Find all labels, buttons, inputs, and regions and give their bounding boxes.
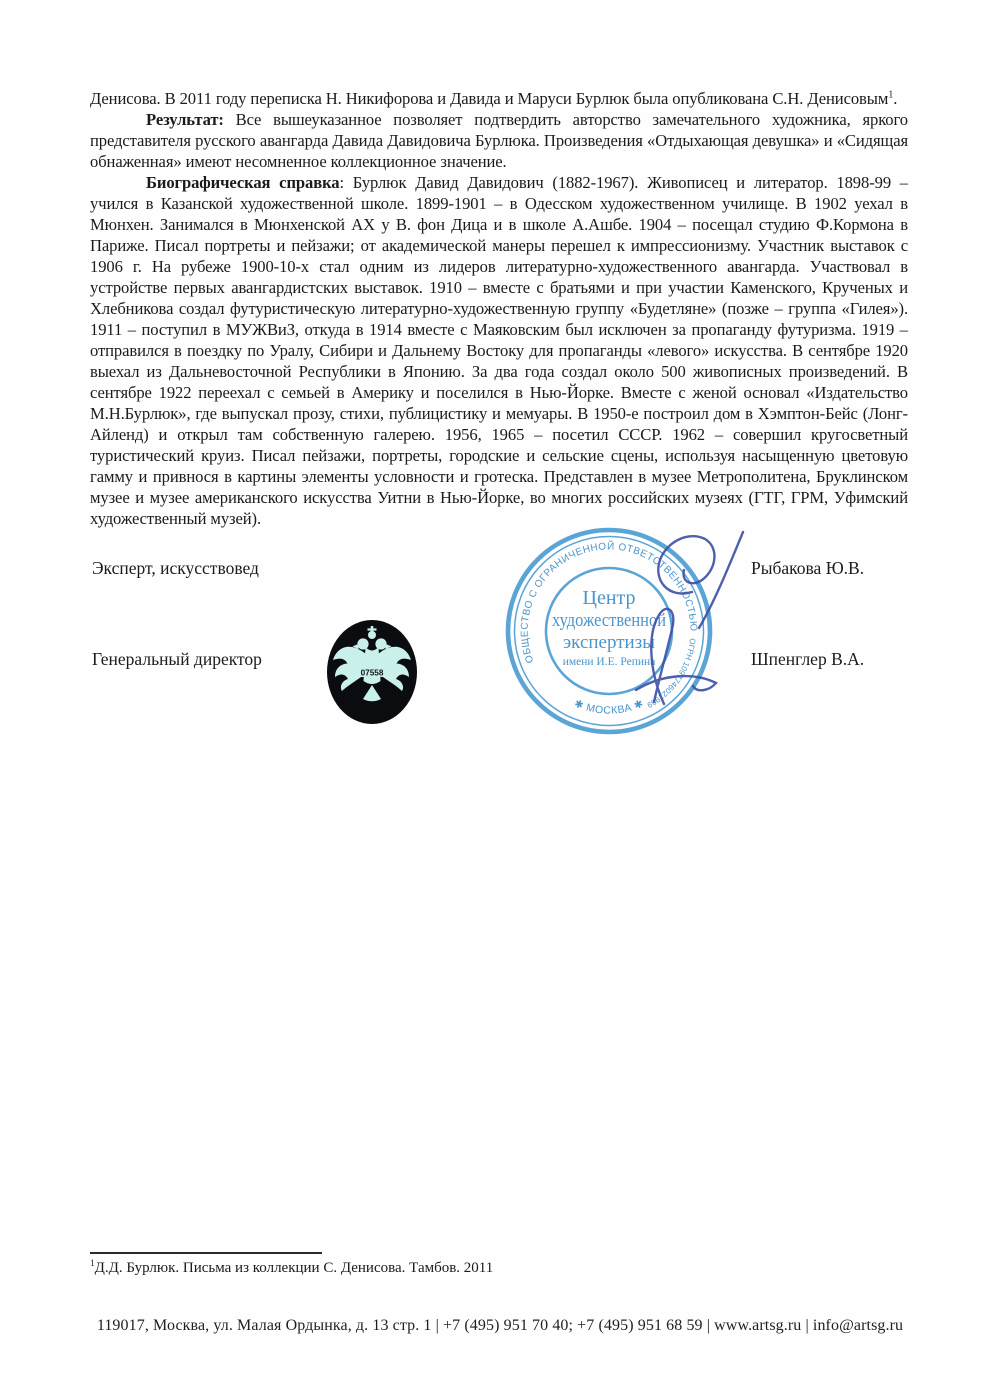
seal-ring-ogrn-text: ОГРН 1097746021969 bbox=[645, 637, 698, 710]
seal-center-line3: экспертизы bbox=[563, 632, 655, 653]
document-body bbox=[90, 88, 908, 529]
footnote-marker: 1 bbox=[90, 1259, 95, 1269]
expert-name-label: Рыбакова Ю.В. bbox=[751, 558, 865, 578]
seal-center-line2: художественной bbox=[552, 610, 666, 631]
seal-ring-top-text: ОБЩЕСТВО С ОГРАНИЧЕННОЙ ОТВЕТСТВЕННОСТЬЮ bbox=[519, 541, 699, 665]
seal-ring-bottom-text: ✱ МОСКВА ✱ bbox=[572, 697, 646, 717]
seal-center-line1: Центр bbox=[582, 587, 636, 609]
director-signature bbox=[636, 609, 716, 704]
emblem-seal-number: 07558 bbox=[360, 668, 384, 678]
director-name-label: Шпенглер В.А. bbox=[751, 649, 865, 669]
expert-signature bbox=[658, 532, 743, 628]
footnote bbox=[90, 1260, 493, 1277]
footnote-divider bbox=[90, 1252, 322, 1254]
director-role-label: Генеральный директор bbox=[92, 649, 262, 669]
paragraph: Биографическая справка: Бурлюк Давид Давидович (1882-1967). Живописец и литератор. 1898-99 – учился в Казанской художественной школе. 1899-1901 – в Одесском художественном училище. В 1902 уехал в Мюнхен. Занимался в Мюнхенской АХ у В. фон Дица и в школе А.Ашбе. 1904 – посещал студию Ф.Кормона в Париже. Писал портреты и пейзажи; от академической манеры перешел к импрессионизму. Участник выставок с 1906 г. На рубеже 1900-10-х стал одним из лидеров литературно-художественного авангарда. Участвовал в устройстве первых авангардистских выставок. 1910 – вместе с братьями и при участии Каменского, Крученых и Хлебникова создал футуристическую литературно-художественную группу «Будетляне» (позже – группа «Гилея»). 1911 – поступил в МУЖВиЗ, откуда в 1914 вместе с Маяковским был исключен за пропаганду футуризма. 1919 – отправился в поездку по Уралу, Сибири и Дальнему Востоку для пропаганды «левого» искусства. В сентябре 1920 выехал из Дальневосточной Республики в Японию. За два года создал около 500 живописных произведений. В сентябре 1922 переехал с семьей в Америку и поселился в Нью-Йорке. Вместе с женой основал «Издательство М.Н.Бурлюк», где выпускал прозу, стихи, публицистику и мемуары. В 1950-е построил дом в Хэмптон-Бейс (Лонг-Айленд) и открыл там собственную галерею. 1956, 1965 – посетил СССР. 1962 – совершил кругосветный туристический круиз. Писал пейзажи, портреты, городские и сельские сцены, используя насыщенную цветовую гамму и привнося в картины элементы условности и гротеска. Представлен в музее Метрополитена, Бруклинском музее и музее американского искусства Уитни в Нью-Йорке, во многих российских музеях (ГТГ, ГРМ, Уфимский художественный музей). bbox=[90, 173, 908, 528]
signatures-overlay bbox=[596, 516, 796, 731]
paragraph: Денисова. В 2011 году переписка Н. Никифорова и Давида и Маруси Бурлюк была опубликована С.Н. Денисовым$^1$. bbox=[90, 89, 898, 108]
seal-center-line4: имени И.Е. Репина bbox=[562, 656, 656, 668]
expert-role-label: Эксперт, искусствовед bbox=[92, 558, 259, 578]
footer-contacts: 119017, Москва, ул. Малая Ордынка, д. 13 стр. 1 | +7 (495) 951 70 40; +7 (495) 951 68 59 | www.artsg.ru | info@artsg.ru bbox=[96, 1317, 904, 1334]
emblem-seal-eagle-icon bbox=[325, 617, 419, 727]
paragraph: Результат: Все вышеуказанное позволяет подтвердить авторство замечательного художника, яркого представителя русского авангарда Давида Давидовича Бурлюка. Произведения «Отдыхающая девушка» и «Сидящая обнаженная» имеют несомненное коллекционное значение. bbox=[90, 110, 908, 171]
footnote-text: Д.Д. Бурлюк. Письма из коллекции С. Денисова. Тамбов. 2011 bbox=[94, 1260, 494, 1276]
